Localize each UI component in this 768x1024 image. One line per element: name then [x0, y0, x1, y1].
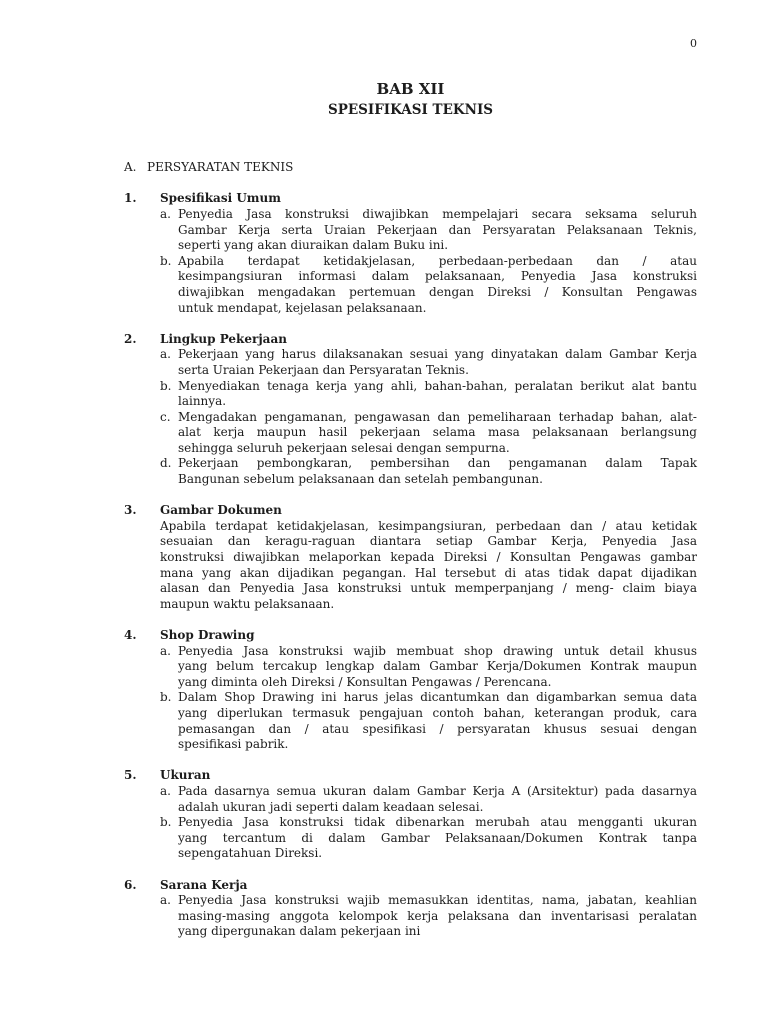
text-line: yang dipergunakan dalam pekerjaan ini	[178, 924, 421, 939]
document-body	[124, 160, 697, 940]
subitem-text	[178, 207, 697, 254]
chapter-subtitle: SPESIFIKASI TEKNIS	[327, 102, 494, 118]
subitem-letter: b.	[160, 253, 172, 268]
spec-item	[124, 332, 697, 488]
paragraph-line: konstruksi diwajibkan melaporkan kepada Direksi / Konsultan Pengawas gambar	[160, 550, 697, 565]
subitem-text	[178, 254, 697, 316]
item-header	[124, 191, 697, 207]
text-line: Mengadakan pengamanan, pengawasan dan pemeliharaan terhadap bahan, alat-	[178, 409, 697, 424]
sub-item	[124, 379, 697, 410]
text-line: lainnya.	[178, 394, 227, 409]
subitem-letter: a.	[160, 893, 171, 908]
text-line: Pada dasarnya semua ukuran dalam Gambar Kerja A (Arsitektur) pada dasarnya	[178, 783, 697, 798]
text-line: Pekerjaan pembongkaran, pembersihan dan pengamanan dalam Tapak	[178, 456, 697, 471]
text-line: Bangunan sebelum pelaksanaan dan setelah pembangunan.	[178, 472, 543, 487]
paragraph-line: Apabila terdapat ketidakjelasan, kesimpangsiuran, perbedaan dan / atau ketidak	[160, 518, 697, 533]
item-number: 4.	[124, 628, 137, 642]
sub-item	[124, 456, 697, 487]
item-heading: Sarana Kerja	[160, 877, 248, 892]
text-line: Penyedia Jasa konstruksi wajib memasukkan identitas, nama, jabatan, keahlian	[178, 893, 697, 908]
item-header	[124, 878, 697, 894]
text-line: serta Uraian Pekerjaan dan Persyaratan Teknis.	[178, 362, 469, 377]
item-number: 5.	[124, 768, 137, 783]
text-line: adalah ukuran jadi seperti dalam keadaan selesai.	[178, 799, 484, 814]
paragraph-line: alasan dan Penyedia Jasa konstruksi untuk memperpanjang / meng- claim biaya	[160, 581, 697, 596]
subitem-letter: a.	[160, 783, 171, 798]
item-heading: Ukuran	[160, 768, 211, 783]
item-header	[124, 628, 697, 644]
paragraph-line: mana yang akan dijadikan pegangan. Hal tersebut di atas tidak dapat dijadikan	[160, 565, 697, 580]
sub-item	[124, 644, 697, 691]
subitem-text	[178, 784, 697, 815]
text-line: Apabila terdapat ketidakjelasan, perbedaan-perbedaan dan / atau	[178, 253, 697, 268]
item-header	[124, 503, 697, 519]
sub-item	[124, 254, 697, 316]
item-number: 6.	[124, 877, 137, 892]
section-heading: PERSYARATAN TEKNIS	[147, 160, 294, 175]
text-line: sepengatahuan Direksi.	[178, 846, 323, 861]
text-line: Menyediakan tenaga kerja yang ahli, bahan-bahan, peralatan berikut alat bantu	[178, 378, 697, 393]
item-number: 3.	[124, 503, 137, 518]
sub-item	[124, 690, 697, 752]
item-heading: Lingkup Pekerjaan	[160, 331, 287, 346]
sub-item	[124, 784, 697, 815]
page-number: 0	[690, 37, 697, 50]
text-line: pemasangan dan / atau spesifikasi / persyaratan khusus sesuai dengan	[178, 721, 697, 736]
subitem-text	[178, 456, 697, 487]
text-line: Pekerjaan yang harus dilaksanakan sesuai yang dinyatakan dalam Gambar Kerja	[178, 347, 697, 362]
subitem-text	[178, 410, 697, 457]
section-header	[124, 160, 697, 176]
spec-item	[124, 503, 697, 612]
text-line: alat kerja maupun hasil pekerjaan selama masa pelaksanaan berlangsung	[178, 425, 697, 440]
sub-item	[124, 815, 697, 862]
item-heading: Spesifikasi Umum	[160, 191, 281, 206]
paragraph-line: sesuaian dan keragu-raguan diantara setiap Gambar Kerja, Penyedia Jasa	[160, 534, 697, 549]
subitem-letter: b.	[160, 378, 172, 393]
sub-item	[124, 207, 697, 254]
item-header	[124, 332, 697, 348]
subitem-letter: a.	[160, 206, 171, 221]
text-line: masing-masing anggota kelompok kerja pelaksana dan inventarisasi peralatan	[178, 908, 697, 923]
spec-item	[124, 768, 697, 862]
text-line: Gambar Kerja serta Uraian Pekerjaan dan Persyaratan Pelaksanaan Teknis,	[178, 222, 697, 237]
text-line: yang tercantum di dalam Gambar Pelaksanaan/Dokumen Kontrak tanpa	[178, 830, 697, 845]
text-line: Dalam Shop Drawing ini harus jelas dicantumkan dan digambarkan semua data	[178, 690, 697, 705]
spec-item	[124, 878, 697, 940]
text-line: seperti yang akan diuraikan dalam Buku ini.	[178, 238, 449, 253]
subitem-text	[178, 815, 697, 862]
subitem-letter: b.	[160, 690, 172, 705]
subitem-text	[178, 379, 697, 410]
subitem-text	[178, 347, 697, 378]
item-header	[124, 768, 697, 784]
subitem-letter: a.	[160, 643, 171, 658]
chapter-title: BAB XII	[376, 80, 445, 98]
sub-item	[124, 893, 697, 940]
sub-item	[124, 347, 697, 378]
text-line: Penyedia Jasa konstruksi wajib membuat shop drawing untuk detail khusus	[178, 643, 697, 658]
item-number: 2.	[124, 331, 137, 346]
text-line: yang belum tercakup lengkap dalam Gambar Kerja/Dokumen Kontrak maupun	[178, 659, 697, 674]
sub-item	[124, 410, 697, 457]
text-line: kesimpangsiuran informasi dalam pelaksanaan, Penyedia Jasa konstruksi	[178, 269, 697, 284]
text-line: yang diperlukan termasuk pengajuan contoh bahan, keterangan produk, cara	[178, 705, 697, 720]
section-marker: A.	[124, 160, 137, 175]
text-line: untuk mendapat, kejelasan pelaksanaan.	[178, 300, 427, 315]
item-heading: Gambar Dokumen	[160, 503, 282, 518]
subitem-letter: d.	[160, 456, 172, 471]
text-line: diwajibkan mengadakan pertemuan dengan Direksi / Konsultan Pengawas	[178, 284, 697, 299]
item-paragraph	[160, 519, 697, 613]
paragraph-line: maupun waktu pelaksanaan.	[160, 596, 335, 611]
subitem-letter: a.	[160, 347, 171, 362]
text-line: spesifikasi pabrik.	[178, 737, 289, 752]
text-line: Penyedia Jasa konstruksi diwajibkan mempelajari secara seksama seluruh	[178, 206, 697, 221]
spec-item	[124, 191, 697, 316]
item-number: 1.	[124, 191, 137, 206]
text-line: yang diminta oleh Direksi / Konsultan Pengawas / Perencana.	[178, 674, 552, 689]
subitem-text	[178, 644, 697, 691]
subitem-letter: b.	[160, 815, 172, 830]
subitem-text	[178, 690, 697, 752]
subitem-letter: c.	[160, 409, 171, 424]
spec-item	[124, 628, 697, 753]
item-heading: Shop Drawing	[160, 628, 255, 642]
text-line: Penyedia Jasa konstruksi tidak dibenarkan merubah atau mengganti ukuran	[178, 815, 697, 830]
text-line: sehingga seluruh pekerjaan selesai dengan sempurna.	[178, 440, 510, 455]
subitem-text	[178, 893, 697, 940]
